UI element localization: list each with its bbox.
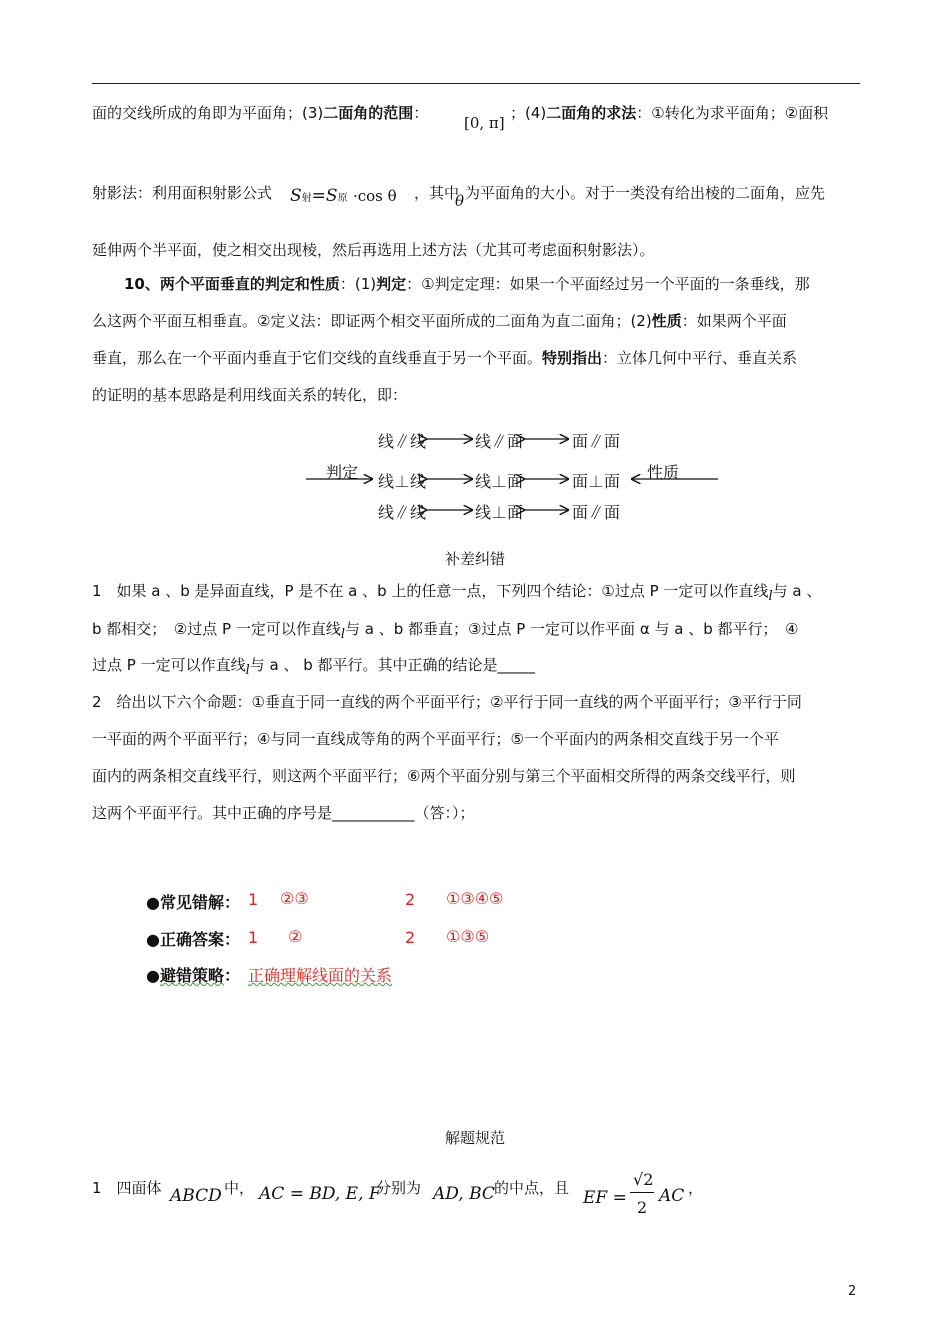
- diagram-label-judge: 判定: [326, 465, 359, 482]
- page-number: 2: [848, 1284, 857, 1299]
- formula-s: S: [290, 186, 302, 206]
- common-mistake-num1: 1: [248, 890, 259, 909]
- bold-term: 特别指出: [542, 349, 603, 367]
- section-title-remedial: 补差纠错: [444, 550, 505, 568]
- diagram-row3-b: 线⊥面: [475, 505, 524, 522]
- text: 1 如果 a 、b 是异面直线，P 是不在 a 、b 上的任意一点，下列四个结论：①过点 P 一定可以作直线: [92, 582, 769, 600]
- text: ：立体几何中平行、垂直关系: [602, 349, 798, 367]
- formula-s: S: [325, 186, 338, 206]
- text: ：(1): [339, 275, 377, 293]
- text: ：①判定定理：如果一个平面经过另一个平面的一条垂线，那: [406, 275, 810, 293]
- common-mistake-label: ●常见错解：: [146, 893, 240, 912]
- text: 垂直，那么在一个平面内垂直于它们交线的直线垂直于另一个平面。: [92, 349, 543, 367]
- diagram-row2-a: 线⊥线: [378, 474, 427, 491]
- correct-answer-ans2: ①③⑤: [446, 927, 490, 946]
- correct-answer-num1: 1: [248, 928, 259, 947]
- correct-answer-num2: 2: [405, 928, 416, 947]
- diagram-arrows: [300, 420, 730, 530]
- q3-frac-bar: [630, 1192, 654, 1193]
- q2-line4: 这两个平面平行。其中正确的序号是___________（答：）；: [92, 804, 475, 822]
- text: 面的交线所成的角即为平面角；(3): [92, 104, 324, 122]
- q3-zhong: 中，: [224, 1179, 255, 1197]
- header-rule: [92, 83, 860, 84]
- q3-adbc: AD, BC: [433, 1184, 495, 1204]
- text-line-3: 延伸两个半平面，使之相交出现棱，然后再选用上述方法（尤其可考虑面积射影法）。: [92, 241, 655, 259]
- text: ：如果两个平面: [681, 312, 787, 330]
- text: b 都相交； ②过点 P 一定可以作直线: [92, 620, 341, 638]
- diagram-label-property: 性质: [647, 465, 680, 482]
- correct-answer-label: ●正确答案：: [146, 930, 240, 949]
- strategy-text-content: 正确理解线面的关系: [248, 966, 393, 985]
- var-l: l: [245, 663, 250, 678]
- strategy-label: 避错策略: [159, 966, 224, 985]
- diagram-row3-c: 面∥面: [572, 505, 621, 522]
- text: ：: [223, 966, 240, 985]
- formula-eq: =: [311, 186, 326, 206]
- text-line-4: [124, 274, 810, 294]
- q3-fen: 分别为: [376, 1179, 422, 1197]
- section-title-standard: 解题规范: [444, 1129, 505, 1147]
- common-mistake-ans2: ①③④⑤: [446, 889, 504, 908]
- bold-term: 性质: [651, 312, 682, 330]
- q3-ac: AC: [659, 1186, 685, 1206]
- diagram-row1-a: 线∥线: [378, 434, 427, 451]
- text-line-7: 的证明的基本思路是利用线面关系的转化，即：: [92, 386, 408, 404]
- q3-end: ，: [688, 1179, 704, 1197]
- var-l: l: [340, 627, 345, 642]
- q2-line2: 一平面的两个平面平行；④与同一直线成等角的两个平面平行；⑤一个平面内的两条相交直线于另一个平: [92, 730, 779, 748]
- correct-answer-ans1: ②: [288, 927, 303, 946]
- formula-sub: 射: [301, 193, 312, 204]
- bold-term: 二面角的范围: [323, 104, 414, 122]
- q3-mid: 的中点，且: [494, 1179, 570, 1197]
- text-line-5: [92, 311, 787, 331]
- text-line-2b: ，其中: [414, 184, 460, 202]
- text: ；(4): [510, 104, 547, 122]
- text: 与 a 、b 都垂直；③过点 P 一定可以作平面 α 与 a 、b 都平行； ④: [345, 620, 799, 638]
- text-line-2c: 为平面角的大小。对于一类没有给出棱的二面角，应先: [465, 184, 826, 202]
- text: 么这两个平面互相垂直。②定义法：即证两个相交平面所成的二面角为直二面角；(2): [92, 312, 652, 330]
- q2-line1: 2 给出以下六个命题：①垂直于同一直线的两个平面平行；②平行于同一直线的两个平面平行；③平行于同: [92, 693, 802, 711]
- q1-line3: [92, 655, 535, 681]
- text: ：①转化为求平面角；②面积: [636, 104, 829, 122]
- formula-cos: ·cos θ: [352, 187, 397, 205]
- text-line-6: [92, 348, 797, 368]
- text-line-1b: [510, 103, 828, 123]
- q3-num: 1 四面体: [92, 1179, 162, 1197]
- q2-line3: 面内的两条相交直线平行，则这两个平面平行；⑥两个平面分别与第三个平面相交所得的两条交线平行，则: [92, 767, 796, 785]
- var-l: l: [768, 589, 773, 604]
- projection-formula: [290, 186, 397, 206]
- text: 与 a 、: [772, 582, 822, 600]
- text-line-1: [92, 103, 428, 123]
- diagram-row1-c: 面∥面: [572, 434, 621, 451]
- common-mistake-ans1: ②③: [280, 889, 309, 908]
- diagram-row3-a: 线∥线: [378, 505, 427, 522]
- q1-line1: [92, 581, 821, 607]
- bold-term: 二面角的求法: [546, 104, 637, 122]
- q3-frac-den: 2: [637, 1198, 648, 1217]
- formula-sub: 原: [337, 193, 348, 204]
- strategy-row: [146, 963, 240, 986]
- q3-abcd: ABCD: [170, 1186, 222, 1206]
- q3-eq: AC = BD, E, F: [259, 1184, 381, 1204]
- bold-term: 判定: [376, 275, 407, 293]
- strategy-text: [248, 963, 392, 986]
- common-mistake-num2: 2: [405, 890, 416, 909]
- range-formula: [0, π]: [464, 114, 505, 132]
- bold-term: 10、两个平面垂直的判定和性质: [124, 275, 340, 293]
- diagram-row2-b: 线⊥面: [475, 474, 524, 491]
- q3-frac-num: √2: [633, 1170, 654, 1189]
- q1-line2: [92, 619, 798, 645]
- text: 与 a 、 b 都平行。其中正确的结论是_____: [249, 656, 536, 674]
- text: ：: [413, 104, 429, 122]
- diagram-row2-c: 面⊥面: [572, 474, 621, 491]
- text: 过点 P 一定可以作直线: [92, 656, 246, 674]
- diagram-row1-b: 线∥面: [475, 434, 524, 451]
- theta-symbol: θ: [455, 192, 465, 210]
- text-line-2a: 射影法：利用面积射影公式: [92, 184, 273, 202]
- bullet: ●: [146, 966, 160, 985]
- q3-ef: EF =: [583, 1188, 627, 1208]
